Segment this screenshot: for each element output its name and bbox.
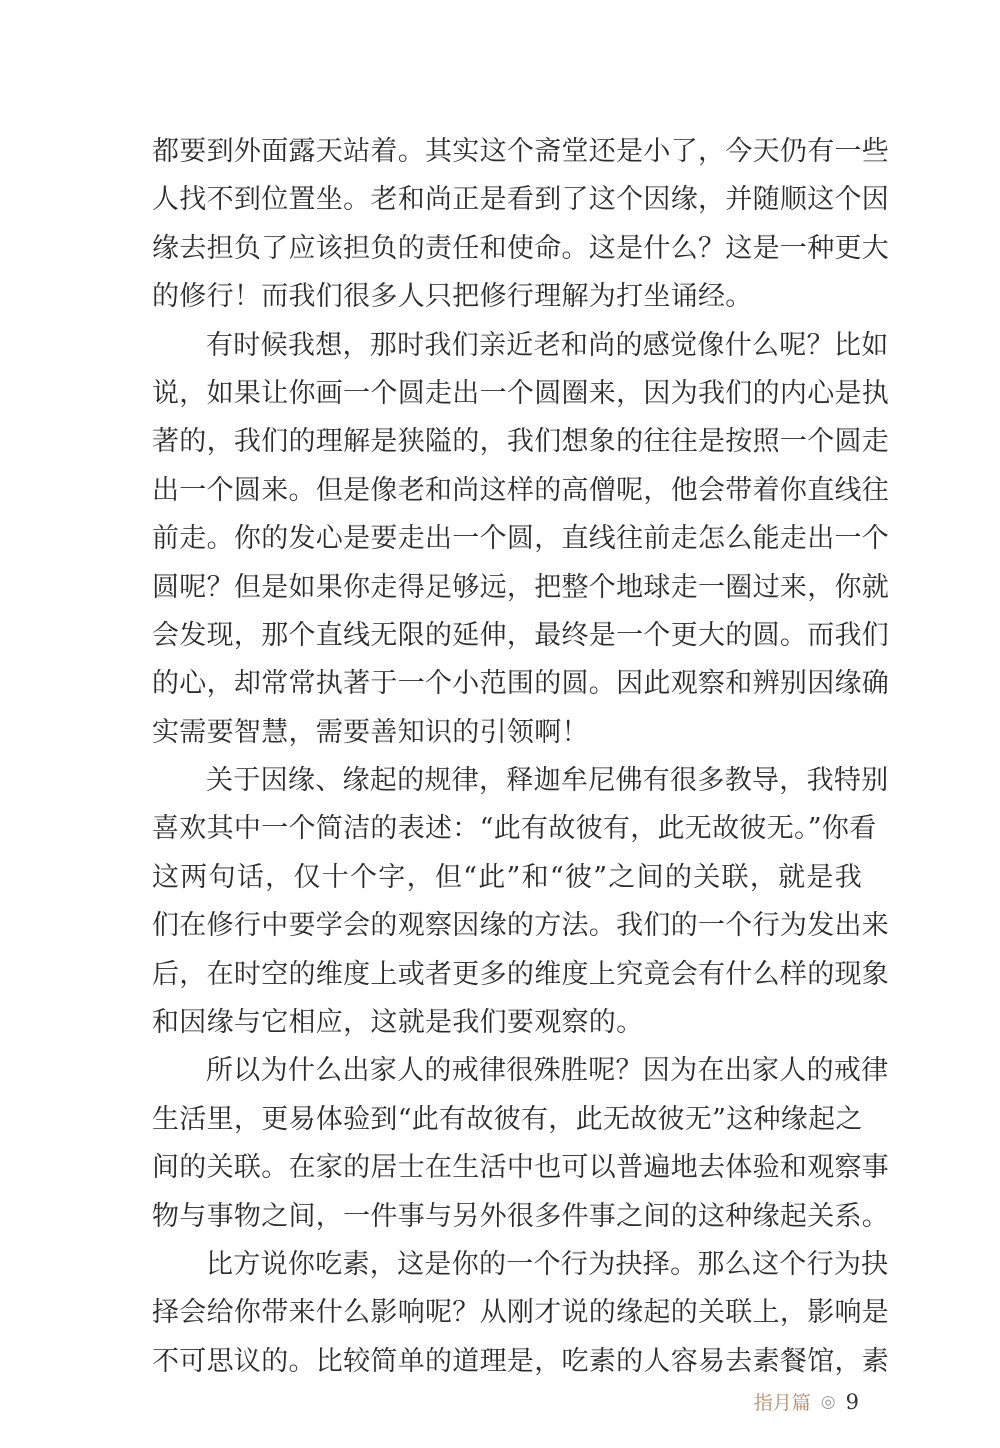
text-line: 喜欢其中一个简洁的表述：“此有故彼有，此无故彼无。”你看 (152, 813, 877, 845)
section-title: 指月篇 (753, 1392, 811, 1414)
page-number: 9 (845, 1389, 859, 1414)
text-line: 间的关联。在家的居士在生活中也可以普遍地去体验和观察事 (152, 1152, 890, 1184)
text-line: 这两句话，仅十个字，但“此”和“彼”之间的关联，就是我 (152, 861, 862, 893)
text-line: 前走。你的发心是要走出一个圆，直线往前走怎么能走出一个 (152, 523, 890, 555)
separator-glyph: ◎ (820, 1391, 836, 1412)
body-text (152, 128, 890, 1386)
text-line: 人找不到位置坐。老和尚正是看到了这个因缘，并随顺这个因 (152, 184, 890, 216)
text-line: 实需要智慧，需要善知识的引领啊！ (152, 716, 589, 748)
text-line: 有时候我想，那时我们亲近老和尚的感觉像什么呢？比如 (206, 329, 889, 361)
text-line: 出一个圆来。但是像老和尚这样的高僧呢，他会带着你直线往 (152, 474, 890, 506)
text-line: 们在修行中要学会的观察因缘的方法。我们的一个行为发出来 (152, 910, 890, 942)
text-line: 关于因缘、缘起的规律，释迦牟尼佛有很多教导，我特别 (206, 765, 889, 797)
text-line: 物与事物之间，一件事与另外很多件事之间的这种缘起关系。 (152, 1200, 890, 1232)
text-line: 择会给你带来什么影响呢？从刚才说的缘起的关联上，影响是 (152, 1297, 890, 1329)
text-line: 都要到外面露天站着。其实这个斋堂还是小了，今天仍有一些 (152, 136, 890, 167)
text-line: 说，如果让你画一个圆走出一个圆圈来，因为我们的内心是执 (152, 377, 890, 409)
text-line: 圆呢？但是如果你走得足够远，把整个地球走一圈过来，你就 (152, 571, 890, 603)
text-line: 生活里，更易体验到“此有故彼有，此无故彼无”这种缘起之 (152, 1103, 863, 1135)
text-line: 著的，我们的理解是狭隘的，我们想象的往往是按照一个圆走 (152, 426, 890, 458)
text-line: 所以为什么出家人的戒律很殊胜呢？因为在出家人的戒律 (206, 1055, 889, 1087)
text-line: 会发现，那个直线无限的延伸，最终是一个更大的圆。而我们 (152, 619, 890, 651)
text-line: 的心，却常常执著于一个小范围的圆。因此观察和辨别因缘确 (152, 668, 890, 700)
text-line: 比方说你吃素，这是你的一个行为抉择。那么这个行为抉 (206, 1248, 889, 1280)
text-line: 后，在时空的维度上或者更多的维度上究竟会有什么样的现象 (152, 958, 890, 990)
text-line: 的修行！而我们很多人只把修行理解为打坐诵经。 (152, 281, 753, 313)
page-footer (754, 1388, 859, 1415)
text-line: 不可思议的。比较简单的道理是，吃素的人容易去素餐馆，素 (152, 1345, 890, 1377)
text-line: 和因缘与它相应，这就是我们要观察的。 (152, 1007, 644, 1039)
text-line: 缘去担负了应该担负的责任和使命。这是什么？这是一种更大 (152, 232, 890, 264)
